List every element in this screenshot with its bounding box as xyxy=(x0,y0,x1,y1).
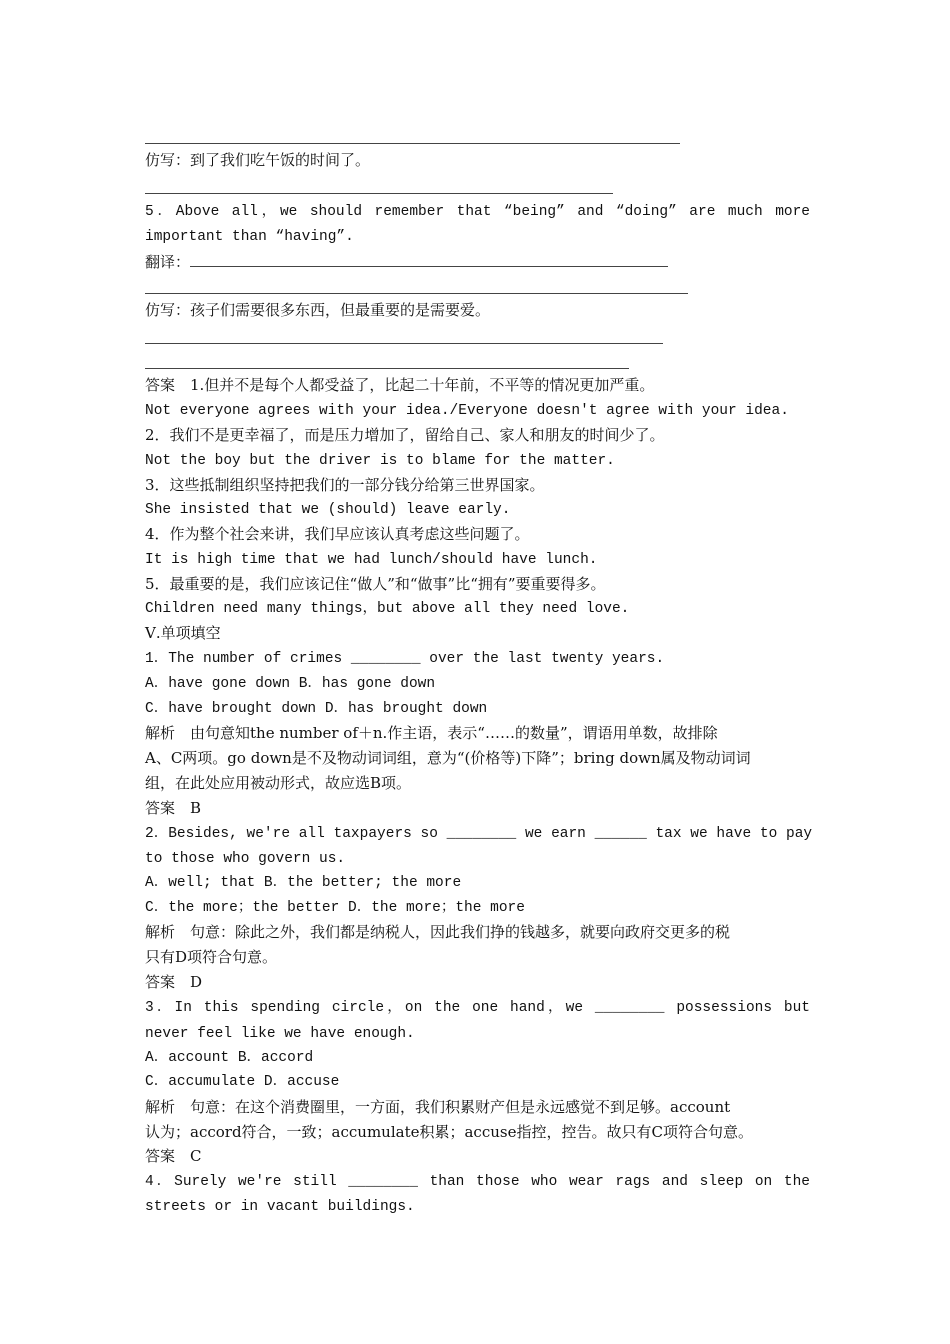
mc-question-4: 4．Surely we're still ________ than those who wear rags and sleep on the xyxy=(145,1174,810,1190)
question-5-english-cont: important than “having”. xyxy=(145,229,354,245)
translation-label: 翻译： xyxy=(145,253,191,271)
mc-1-explanation-end: 组，在此处应用被动形式，故应选B项。 xyxy=(145,774,412,792)
answer-3-english: She insisted that we (should) leave early. xyxy=(145,502,511,518)
answer-2-chinese: 2．我们不是更幸福了，而是压力增加了，留给自己、家人和朋友的时间少了。 xyxy=(145,426,665,444)
imitation-prompt-4: 仿写：到了我们吃午饭的时间了。 xyxy=(145,151,371,169)
answer-1-english: Not everyone agrees with your idea./Everyone doesn't agree with your idea. xyxy=(145,403,789,419)
mc-3-options-cd: C．accumulate D．accuse xyxy=(145,1074,340,1090)
translation-prompt xyxy=(145,252,810,272)
mc-2-explanation: 解析 句意：除此之外，我们都是纳税人，因此我们挣的钱越多，就要向政府交更多的税 xyxy=(145,923,731,941)
answer-blank-line xyxy=(145,343,663,344)
answer-5-english: Children need many things，but above all they need love. xyxy=(145,601,630,617)
question-5-english: 5．Above all，we should remember that “being” and “doing” are much more xyxy=(145,204,810,220)
mc-question-2-cont: to those who govern us. xyxy=(145,851,346,867)
mc-question-3: 3．In this spending circle，on the one hand，we ________ possessions but xyxy=(145,1000,810,1016)
answer-blank-line xyxy=(145,368,629,369)
mc-2-explanation-cont: 只有D项符合句意。 xyxy=(145,948,278,966)
answer-4-english: It is high time that we had lunch/should have lunch. xyxy=(145,552,598,568)
answer-2-english: Not the boy but the driver is to blame for the matter. xyxy=(145,453,615,469)
mc-question-4-cont: streets or in vacant buildings. xyxy=(145,1199,415,1215)
mc-1-options-cd: C．have brought down D．has brought down xyxy=(145,701,488,717)
mc-3-explanation: 解析 句意：在这个消费圈里，一方面，我们积累财产但是永远感觉不到足够。account xyxy=(145,1098,731,1116)
mc-1-options-ab: A．have gone down B．has gone down xyxy=(145,676,436,692)
answer-5-chinese: 5．最重要的是，我们应该记住“做人”和“做事”比“拥有”要重要得多。 xyxy=(145,575,606,593)
imitation-prompt-5: 仿写：孩子们需要很多东西，但最重要的是需要爱。 xyxy=(145,301,491,319)
mc-2-options-cd: C．the more；the better D．the more；the more xyxy=(145,900,525,916)
section-heading: Ⅴ.单项填空 xyxy=(145,624,221,642)
mc-1-answer: 答案 B xyxy=(145,799,202,817)
mc-2-options-ab: A．well; that B．the better; the more xyxy=(145,875,462,891)
answer-heading: 答案 1.但并不是每个人都受益了，比起二十年前，不平等的情况更加严重。 xyxy=(145,376,655,394)
mc-1-explanation: 解析 由句意知the number of＋n.作主语，表示“……的数量”，谓语用单数，故排除 xyxy=(145,724,718,742)
answer-blank-line xyxy=(145,143,680,144)
mc-3-answer: 答案 C xyxy=(145,1147,202,1165)
mc-3-explanation-cont: 认为；accord符合，一致；accumulate积累；accuse指控，控告。故只有C项符合句意。 xyxy=(145,1123,753,1141)
answer-blank-line xyxy=(145,293,688,294)
mc-question-2: 2．Besides, we're all taxpayers so ________ we earn ______ tax we have to pay xyxy=(145,826,813,842)
mc-3-options-ab: A．account B．accord xyxy=(145,1050,314,1066)
mc-question-3-cont: never feel like we have enough. xyxy=(145,1026,415,1042)
mc-2-answer: 答案 D xyxy=(145,973,203,991)
mc-1-explanation-cont: A、C两项。go down是不及物动词词组，意为“(价格等)下降”；bring down属及物动词词 xyxy=(145,749,751,767)
answer-3-chinese: 3．这些抵制组织坚持把我们的一部分钱分给第三世界国家。 xyxy=(145,476,545,494)
answer-blank-line xyxy=(190,252,668,267)
answer-blank-line xyxy=(145,193,613,194)
mc-question-1: 1．The number of crimes ________ over the last twenty years. xyxy=(145,651,665,667)
answer-4-chinese: 4．作为整个社会来讲，我们早应该认真考虑这些问题了。 xyxy=(145,525,530,543)
